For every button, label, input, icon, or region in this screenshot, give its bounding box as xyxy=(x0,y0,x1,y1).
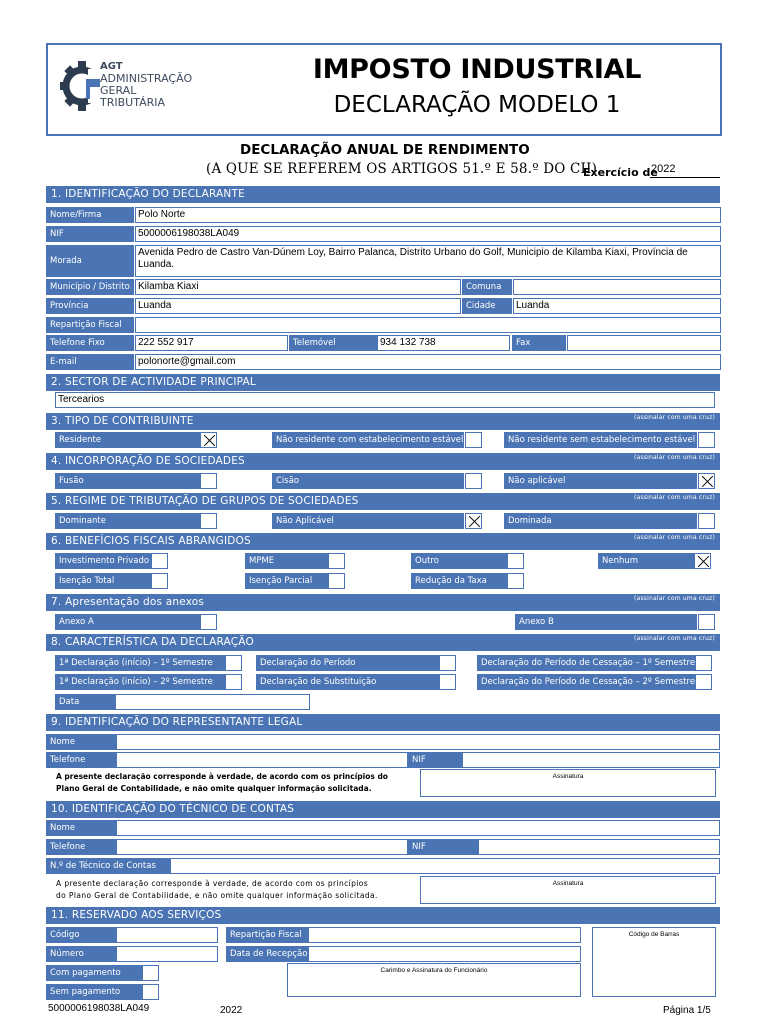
nao-aplicavel-checkbox[interactable] xyxy=(698,473,715,489)
decl-periodo-label: Declaração do Período xyxy=(256,655,439,671)
outro-label: Outro xyxy=(411,553,507,569)
primeira-decl-2-label: 1ª Declaração (início) – 2º Semestre xyxy=(55,674,225,690)
provincia-label: Província xyxy=(46,298,134,314)
carimbo-box[interactable]: Carimbo e Assinatura do Funcionário xyxy=(287,963,581,997)
anexo-a-label: Anexo A xyxy=(55,614,200,630)
rep-note-line2: Plano Geral de Contabilidade, e não omite qualquer informação solicitada. xyxy=(56,784,372,793)
reparticao-servicos-label: Repartição Fiscal xyxy=(226,927,308,943)
nao-residente-com-checkbox[interactable] xyxy=(465,432,482,448)
isencao-total-checkbox[interactable] xyxy=(151,573,168,589)
decl-substituicao-checkbox[interactable] xyxy=(439,674,456,690)
gear-logo-icon xyxy=(60,53,104,119)
tec-nome-field[interactable] xyxy=(116,820,720,836)
rep-nif-label: NIF xyxy=(408,752,462,768)
declaration-subtitle: (A QUE SE REFEREM OS ARTIGOS 51.º E 58.º DO CII) xyxy=(206,161,598,177)
outro-checkbox[interactable] xyxy=(507,553,524,569)
rep-signature-box[interactable]: Assinatura xyxy=(420,769,716,797)
rep-nome-field[interactable] xyxy=(116,734,720,750)
tec-numero-label: N.º de Técnico de Contas xyxy=(46,858,170,874)
section-4-title: 4. INCORPORAÇÃO DE SOCIEDADES xyxy=(51,455,245,467)
tec-note-line2: do Plano Geral de Contabilidade, e não omite qualquer informação solicitada. xyxy=(56,891,378,900)
section-7-title: 7. Apresentação dos anexos xyxy=(51,596,205,608)
fusao-label: Fusão xyxy=(55,473,200,489)
investimento-privado-label: Investimento Privado xyxy=(55,553,151,569)
reparticao-field[interactable] xyxy=(135,317,721,333)
logo-line1: ADMINISTRAÇÃO xyxy=(100,72,193,85)
cessacao-2-checkbox[interactable] xyxy=(695,674,712,690)
dominada-checkbox[interactable] xyxy=(698,513,715,529)
reducao-taxa-label: Redução da Taxa xyxy=(411,573,507,589)
reparticao-servicos-field[interactable] xyxy=(308,927,581,943)
comuna-label: Comuna xyxy=(462,279,512,295)
section-1-header xyxy=(46,186,720,203)
section-10-title: 10. IDENTIFICAÇÃO DO TÉCNICO DE CONTAS xyxy=(51,803,295,815)
reducao-taxa-checkbox[interactable] xyxy=(507,573,524,589)
nome-field[interactable]: Polo Norte xyxy=(135,207,721,223)
nome-label: Nome/Firma xyxy=(46,207,134,223)
section-9-header xyxy=(46,714,720,731)
section-3-title: 3. TIPO DE CONTRIBUINTE xyxy=(51,415,194,427)
grupo-nao-aplicavel-checkbox[interactable] xyxy=(465,513,482,529)
tec-telefone-field[interactable] xyxy=(116,839,408,855)
section-9-title: 9. IDENTIFICAÇÃO DO REPRESENTANTE LEGAL xyxy=(51,716,303,728)
fax-field[interactable] xyxy=(567,335,721,351)
cisao-label: Cisão xyxy=(272,473,464,489)
nif-field[interactable]: 5000006198038LA049 xyxy=(135,226,721,242)
nenhum-checkbox[interactable] xyxy=(694,553,711,569)
section-3-header xyxy=(46,413,720,430)
cisao-checkbox[interactable] xyxy=(465,473,482,489)
section-10-header xyxy=(46,801,720,818)
dominada-label: Dominada xyxy=(504,513,697,529)
hint-text: (assinalar com uma cruz) xyxy=(634,454,715,461)
hint-text: (assinalar com uma cruz) xyxy=(634,595,715,602)
nao-residente-sem-checkbox[interactable] xyxy=(698,432,715,448)
telemovel-label: Telemóvel xyxy=(289,335,377,351)
footer-page: Página 1/5 xyxy=(663,1005,711,1016)
cessacao-2-label: Declaração do Período de Cessação – 2º Semestre xyxy=(477,674,695,690)
footer-nif: 5000006198038LA049 xyxy=(48,1003,150,1014)
reparticao-label: Repartição Fiscal xyxy=(46,317,134,333)
numero-label: Número xyxy=(46,946,116,962)
municipio-label: Município / Distrito xyxy=(46,279,134,295)
fusao-checkbox[interactable] xyxy=(200,473,217,489)
section-8-header xyxy=(46,634,720,651)
logo-abbr: AGT xyxy=(100,61,123,72)
mpme-checkbox[interactable] xyxy=(328,553,345,569)
morada-field[interactable]: Avenida Pedro de Castro Van-Dúnem Loy, Bairro Palanca, Distrito Urbano do Golf, Municipio de Kilamba Kiaxi, Província de Luanda. xyxy=(135,245,721,277)
anexo-b-label: Anexo B xyxy=(515,614,697,630)
hint-text: (assinalar com uma cruz) xyxy=(634,534,715,541)
telefone-label: Telefone Fixo xyxy=(46,335,134,351)
logo-line3: TRIBUTÁRIA xyxy=(100,96,166,109)
mpme-label: MPME xyxy=(245,553,328,569)
rep-telefone-label: Telefone xyxy=(46,752,116,768)
codigo-field[interactable] xyxy=(116,927,218,943)
tec-signature-box[interactable]: Assinatura xyxy=(420,876,716,904)
com-pagamento-checkbox[interactable] xyxy=(142,965,159,981)
rep-nif-field[interactable] xyxy=(462,752,720,768)
data-label: Data xyxy=(55,694,115,710)
decl-periodo-checkbox[interactable] xyxy=(439,655,456,671)
municipio-field[interactable]: Kilamba Kiaxi xyxy=(135,279,461,295)
hint-text: (assinalar com uma cruz) xyxy=(634,494,715,501)
rep-nome-label: Nome xyxy=(46,734,116,750)
section-1-title: 1. IDENTIFICAÇÃO DO DECLARANTE xyxy=(51,188,245,200)
cessacao-1-label: Declaração do Período de Cessação – 1º Semestre xyxy=(477,655,695,671)
cessacao-1-checkbox[interactable] xyxy=(695,655,712,671)
dominante-checkbox[interactable] xyxy=(200,513,217,529)
section-5-title: 5. REGIME DE TRIBUTAÇÃO DE GRUPOS DE SOCIEDADES xyxy=(51,495,359,507)
data-recepcao-label: Data de Recepção xyxy=(226,946,308,962)
provincia-field[interactable]: Luanda xyxy=(135,298,461,314)
isencao-parcial-checkbox[interactable] xyxy=(328,573,345,589)
exercicio-label: Exercício de xyxy=(583,166,658,179)
residente-checkbox[interactable] xyxy=(200,432,217,448)
tec-nif-label: NIF xyxy=(408,839,478,855)
section-2-title: 2. SECTOR DE ACTIVIDADE PRINCIPAL xyxy=(51,376,256,388)
cidade-field[interactable]: Luanda xyxy=(513,298,721,314)
email-field[interactable]: polonorte@gmail.com xyxy=(135,354,721,370)
declaration-title: DECLARAÇÃO ANUAL DE RENDIMENTO xyxy=(240,142,530,158)
email-label: E-mail xyxy=(46,354,134,370)
section-6-title: 6. BENEFÍCIOS FISCAIS ABRANGIDOS xyxy=(51,535,251,547)
sector-field[interactable]: Tercearios xyxy=(55,392,715,408)
com-pagamento-label: Com pagamento xyxy=(46,965,142,981)
residente-label: Residente xyxy=(55,432,200,448)
rep-telefone-field[interactable] xyxy=(116,752,408,768)
investimento-privado-checkbox[interactable] xyxy=(151,553,168,569)
section-8-title: 8. CARACTERÍSTICA DA DECLARAÇÃO xyxy=(51,636,254,648)
nao-residente-sem-label: Não residente sem estabelecimento estável xyxy=(504,432,697,448)
nao-residente-com-label: Não residente com estabelecimento estável xyxy=(272,432,464,448)
logo-text xyxy=(100,61,192,109)
hint-text: (assinalar com uma cruz) xyxy=(634,414,715,421)
comuna-field[interactable] xyxy=(513,279,721,295)
exercicio-field[interactable]: 2022 xyxy=(650,163,720,178)
sem-pagamento-label: Sem pagamento xyxy=(46,984,142,1000)
section-11-header xyxy=(46,907,720,924)
decl-substituicao-label: Declaração de Substituição xyxy=(256,674,439,690)
anexo-a-checkbox[interactable] xyxy=(200,614,217,630)
fax-label: Fax xyxy=(512,335,566,351)
dominante-label: Dominante xyxy=(55,513,200,529)
section-2-header xyxy=(46,374,720,391)
codigo-barras-box: Código de Barras xyxy=(592,927,716,997)
footer-year: 2022 xyxy=(220,1005,243,1016)
nif-label: NIF xyxy=(46,226,134,242)
nao-aplicavel-label: Não aplicável xyxy=(504,473,697,489)
tec-nif-field[interactable] xyxy=(478,839,720,855)
isencao-parcial-label: Isenção Parcial xyxy=(245,573,328,589)
page-subtitle: DECLARAÇÃO MODELO 1 xyxy=(333,92,621,118)
anexo-b-checkbox[interactable] xyxy=(698,614,715,630)
logo-line2: GERAL xyxy=(100,84,137,97)
morada-label: Morada xyxy=(46,245,134,277)
primeira-decl-2-checkbox[interactable] xyxy=(225,674,242,690)
section-7-header xyxy=(46,594,720,611)
hint-text: (assinalar com uma cruz) xyxy=(634,635,715,642)
sem-pagamento-checkbox[interactable] xyxy=(142,984,159,1000)
primeira-decl-1-checkbox[interactable] xyxy=(225,655,242,671)
tec-numero-field[interactable] xyxy=(170,858,720,874)
cidade-label: Cidade xyxy=(462,298,512,314)
section-6-header xyxy=(46,533,720,550)
primeira-decl-1-label: 1ª Declaração (início) – 1º Semestre xyxy=(55,655,225,671)
telemovel-field[interactable]: 934 132 738 xyxy=(377,335,510,351)
tec-nome-label: Nome xyxy=(46,820,116,836)
telefone-field[interactable]: 222 552 917 xyxy=(135,335,288,351)
section-5-header xyxy=(46,493,720,510)
tec-declaration-note xyxy=(56,878,378,902)
page-title: IMPOSTO INDUSTRIAL xyxy=(312,54,642,85)
data-recepcao-field[interactable] xyxy=(308,946,581,962)
rep-declaration-note xyxy=(56,771,388,795)
tec-note-line1: A presente declaração corresponde à verdade, de acordo com os princípios xyxy=(56,879,369,888)
tec-telefone-label: Telefone xyxy=(46,839,116,855)
codigo-label: Código xyxy=(46,927,116,943)
numero-field[interactable] xyxy=(116,946,218,962)
isencao-total-label: Isenção Total xyxy=(55,573,151,589)
grupo-nao-aplicavel-label: Não Aplicável xyxy=(272,513,464,529)
nenhum-label: Nenhum xyxy=(598,553,694,569)
section-11-title: 11. RESERVADO AOS SERVIÇOS xyxy=(51,909,222,921)
data-field[interactable] xyxy=(115,694,310,710)
section-4-header xyxy=(46,453,720,470)
rep-note-line1: A presente declaração corresponde à verdade, de acordo com os princípios do xyxy=(56,772,388,781)
